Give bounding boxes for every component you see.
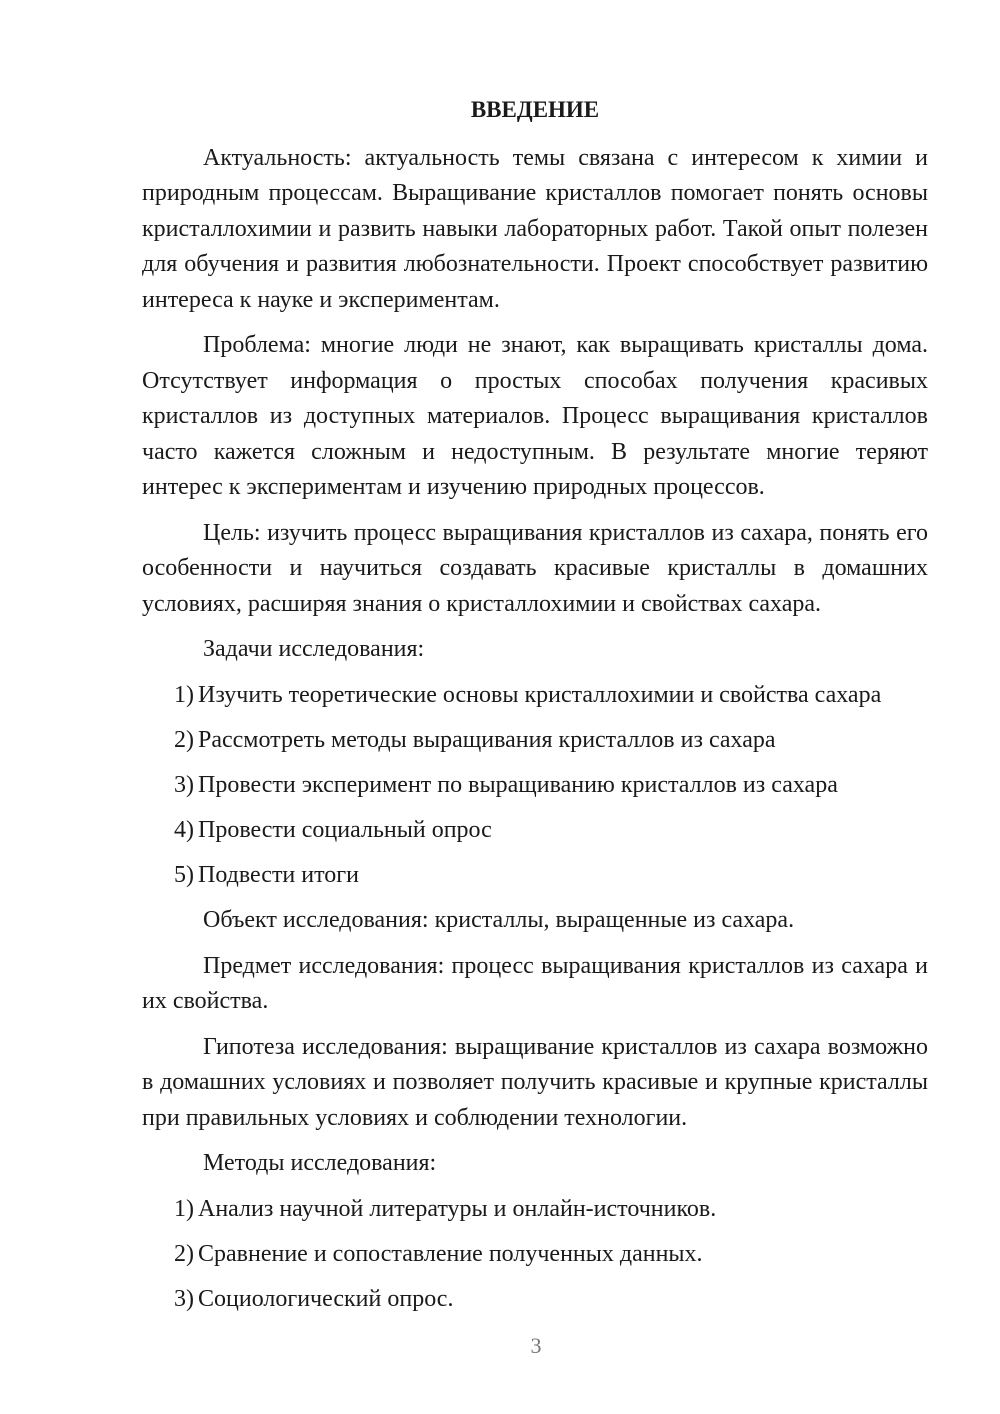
list-item-text: Рассмотреть методы выращивания кристаллов из сахара (198, 726, 776, 753)
list-item (142, 1192, 928, 1228)
list-item-number: 2) (174, 726, 194, 753)
relevance-paragraph: Актуальность: актуальность темы связана с интересом к химии и природным процессам. Выращивание кристаллов помогает понять основы кристаллохимии и развить навыки лабораторных работ. Такой опыт полезен для обучения и развития любознательности. Проект способствует развитию интереса к науке и экспериментам. (142, 144, 928, 313)
tasks-list (142, 678, 928, 894)
object-paragraph: Объект исследования: кристаллы, выращенные из сахара. (203, 907, 795, 933)
list-item (142, 768, 928, 804)
list-item (142, 1282, 928, 1318)
page-title: ВВЕДЕНИЕ (470, 97, 600, 122)
list-item-text: Социологический опрос. (198, 1285, 454, 1312)
list-item-number: 1) (174, 681, 194, 708)
goal-paragraph: Цель: изучить процесс выращивания кристаллов из сахара, понять его особенности и научиться создавать красивые кристаллы в домашних условиях, расширяя знания о кристаллохимии и свойствах сахара. (142, 519, 928, 617)
list-item-number: 5) (174, 861, 194, 888)
page-number: 3 (530, 1333, 542, 1358)
problem-paragraph: Проблема: многие люди не знают, как выращивать кристаллы дома. Отсутствует информация о простых способах получения красивых кристаллов из доступных материалов. Процесс выращивания кристаллов часто кажется сложным и недоступным. В результате многие теряют интерес к экспериментам и изучению природных процессов. (142, 332, 928, 500)
list-item-number: 1) (174, 1195, 194, 1222)
list-item-text: Анализ научной литературы и онлайн-источников. (198, 1195, 717, 1222)
hypothesis-paragraph: Гипотеза исследования: выращивание кристаллов из сахара возможно в домашних условиях и позволяет получить красивые и крупные кристаллы при правильных условиях и соблюдении технологии. (142, 1033, 928, 1131)
list-item-text: Сравнение и сопоставление полученных данных. (198, 1240, 703, 1267)
tasks-heading: Задачи исследования: (203, 636, 425, 662)
list-item-text: Провести эксперимент по выращиванию кристаллов из сахара (198, 771, 838, 798)
list-item-number: 4) (174, 816, 194, 843)
list-item-number: 3) (174, 771, 194, 798)
list-item-number: 3) (174, 1285, 194, 1312)
list-item-text: Подвести итоги (198, 861, 359, 888)
document-body (142, 92, 928, 1327)
list-item-number: 2) (174, 1240, 194, 1267)
list-item (142, 1237, 928, 1273)
list-item-text: Изучить теоретические основы кристаллохимии и свойства сахара (198, 681, 882, 708)
methods-heading: Методы исследования: (203, 1150, 437, 1176)
list-item (142, 813, 928, 849)
list-item (142, 723, 928, 759)
subject-paragraph: Предмет исследования: процесс выращивания кристаллов из сахара и их свойства. (142, 952, 928, 1014)
methods-list (142, 1192, 928, 1318)
list-item (142, 678, 928, 714)
list-item-text: Провести социальный опрос (198, 816, 492, 843)
list-item (142, 858, 928, 894)
